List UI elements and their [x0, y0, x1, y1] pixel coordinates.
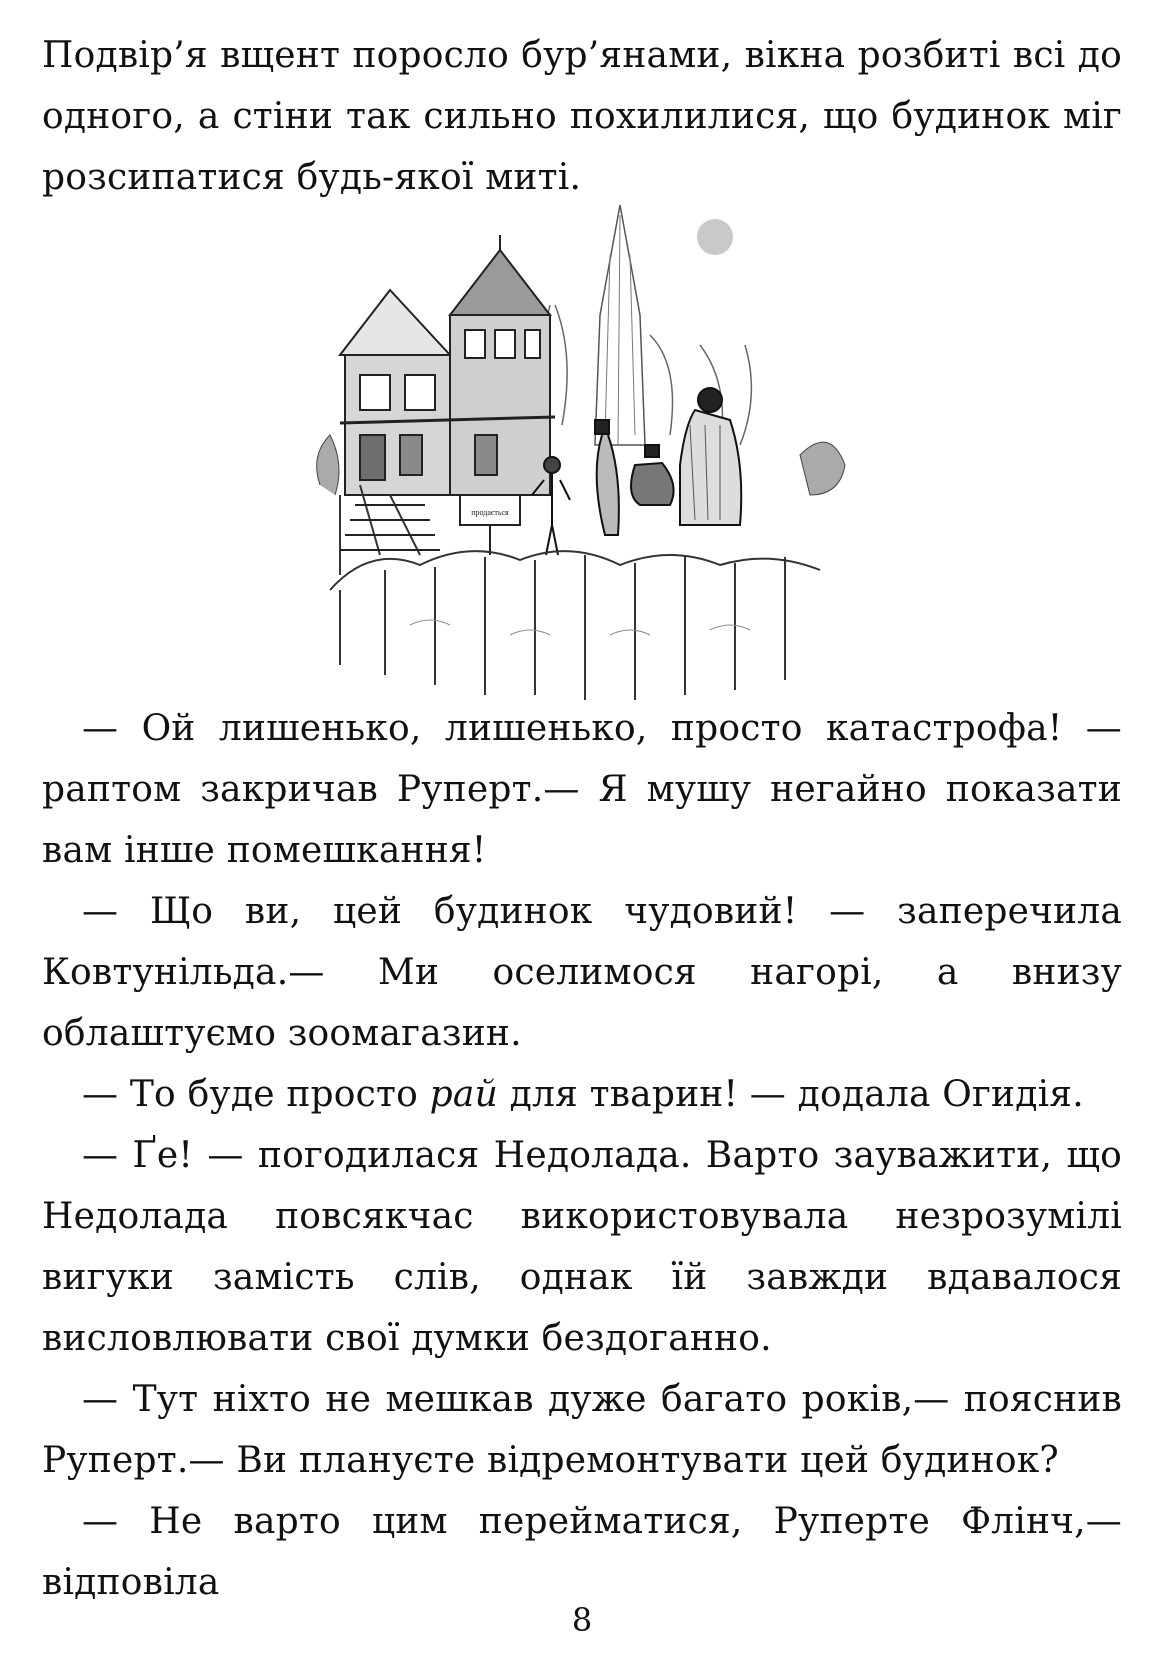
dialogue-text: [42, 698, 1122, 1674]
house-icon: [340, 235, 555, 575]
picket-fence: [330, 551, 820, 700]
for-sale-sign: [460, 495, 520, 555]
page-number: 8: [571, 1601, 593, 1639]
dialogue-line: — Що ви, цей будинок чудовий! — заперечила Ковтунільда.— Ми оселимося нагорі, а внизу облаштуємо зоомагазин.: [42, 891, 1122, 1054]
emphasis-word: рай: [429, 1074, 498, 1115]
moon-icon: [697, 219, 733, 255]
dialogue-line: — Ґе! — погодилася Недолада. Варто зауважити, що Недолада повсякчас використовувала незрозумілі вигуки замість слів, однак їй завжди вдавалося висловлювати свої думки бездоганно.: [42, 1135, 1122, 1359]
dialogue-line: — Не варто цим перейматися, Руперте Флінч,— відповіла: [42, 1501, 1122, 1603]
dialogue-line: — Ой лишенько, лишенько, просто катастрофа! — раптом закричав Руперт.— Я мушу негайно показати вам інше помешкання!: [42, 708, 1122, 871]
haunted-house-illustration: [300, 195, 860, 725]
dialogue-line: — То буде просто рай для тварин! — додала Огидія.: [82, 1074, 1084, 1115]
intro-text: [42, 25, 1122, 208]
dialogue-line: — Тут ніхто не мешкав дуже багато років,— пояснив Руперт.— Ви плануєте відремонтувати цей будинок?: [42, 1379, 1122, 1481]
svg-text:продається: продається: [471, 508, 509, 517]
paragraph-intro: Подвір’я вщент поросло бур’янами, вікна розбиті всі до одного, а стіни так сильно похилилися, що будинок міг розсипатися будь-якої миті.: [42, 35, 1122, 198]
